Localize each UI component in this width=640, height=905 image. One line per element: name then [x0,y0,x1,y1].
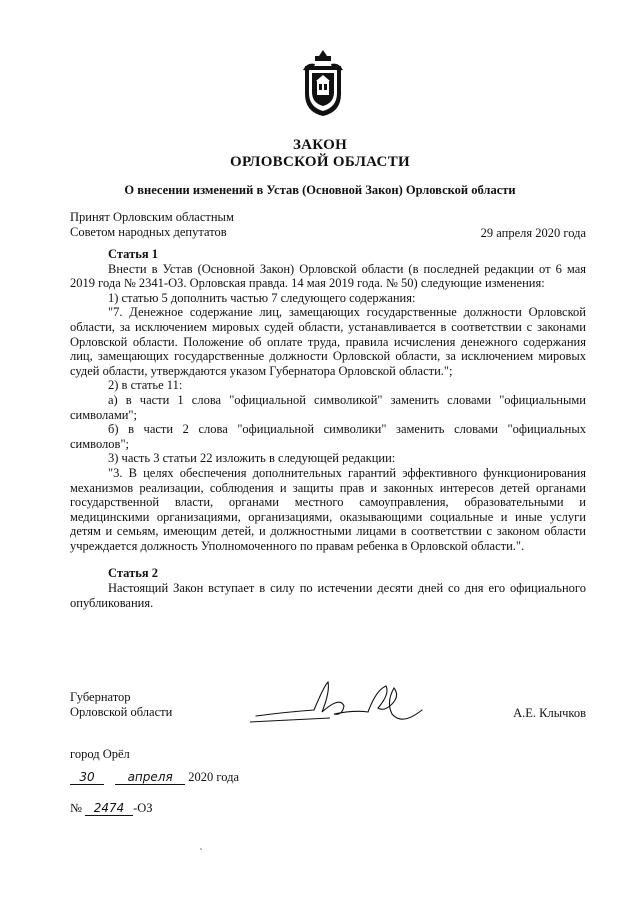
article-heading: Статья 2 [108,566,158,581]
article-paragraph: 2) в статье 11: [108,378,183,393]
law-subtitle: О внесении изменений в Устав (Основной Закон) Орловской области [124,183,516,197]
handwritten-signature [250,672,440,732]
signatory-position-line: Орловской области [70,705,173,719]
law-title: ЗАКОН [292,137,348,153]
article-paragraph: б) в части 2 слова "официальной символики" заменить словами "официальных символов"; [70,422,586,451]
article-paragraph: "7. Денежное содержание лиц, замещающих государственные должности Орловской области, за исключением мировых судей области, устанавливается в соответствии с законами Орловской области. Положение об оплате труда, правила исчисления денежного содержания лиц, замещающих государственные должности Орловской области, за исключением мировых судей области, утверждаются указом Губернатора Орловской области."; [70,305,586,378]
law-number [70,801,153,816]
signing-city: город Орёл [70,747,130,761]
signatory-name: А.Е. Клычков [513,706,586,720]
article-paragraph: 1) статью 5 дополнить частью 7 следующего содержания: [108,290,416,305]
law-number-value: 2474 [85,801,133,816]
article-paragraph: а) в части 1 слова "официальной символикой" заменить словами "официальными символами"; [70,392,586,422]
coat-of-arms-icon [297,48,349,120]
law-region-title: ОРЛОВСКОЙ ОБЛАСТИ [230,154,410,170]
signing-day: 30 [70,770,104,785]
law-number-prefix: № [70,801,82,815]
article-heading: Статья 1 [108,247,158,261]
article-paragraph: Настоящий Закон вступает в силу по истечении десяти дней со дня его официального опубликования. [70,581,586,610]
adoption-line: Принят Орловским областным [70,210,234,224]
signing-month: апреля [115,770,185,785]
adoption-info [70,210,234,240]
law-number-suffix: -ОЗ [133,801,153,815]
signatory-position [70,690,172,720]
adoption-date: 29 апреля 2020 года [480,226,586,240]
article-paragraph: Внести в Устав (Основной Закон) Орловской области (в последней редакции от 6 мая 2019 года № 2341-ОЗ. Орловская правда. 14 мая 2019 года. № 50) следующие изменения: [70,261,586,291]
article-paragraph: "3. В целях обеспечения дополнительных гарантий эффективного функционирования механизмов реализации, соблюдения и защиты прав и законных интересов детей органами государственной власти, органами местного самоуправления, образовательными и медицинскими организациями, организациями, оказывающими социальные и иные услуги детям и семьям, имеющим детей, и должностными лицами в соответствии с законом области учреждается должность Уполномоченного по правам ребенка в Орловской области.". [70,465,586,553]
law-body [70,247,586,610]
article-paragraph: 3) часть 3 статьи 22 изложить в следующей редакции: [108,451,396,466]
signatory-position-line: Губернатор [70,690,131,704]
scan-speck [200,848,202,850]
adoption-line: Советом народных депутатов [70,225,227,239]
signing-year: 2020 года [188,770,239,784]
signing-date [70,770,239,785]
